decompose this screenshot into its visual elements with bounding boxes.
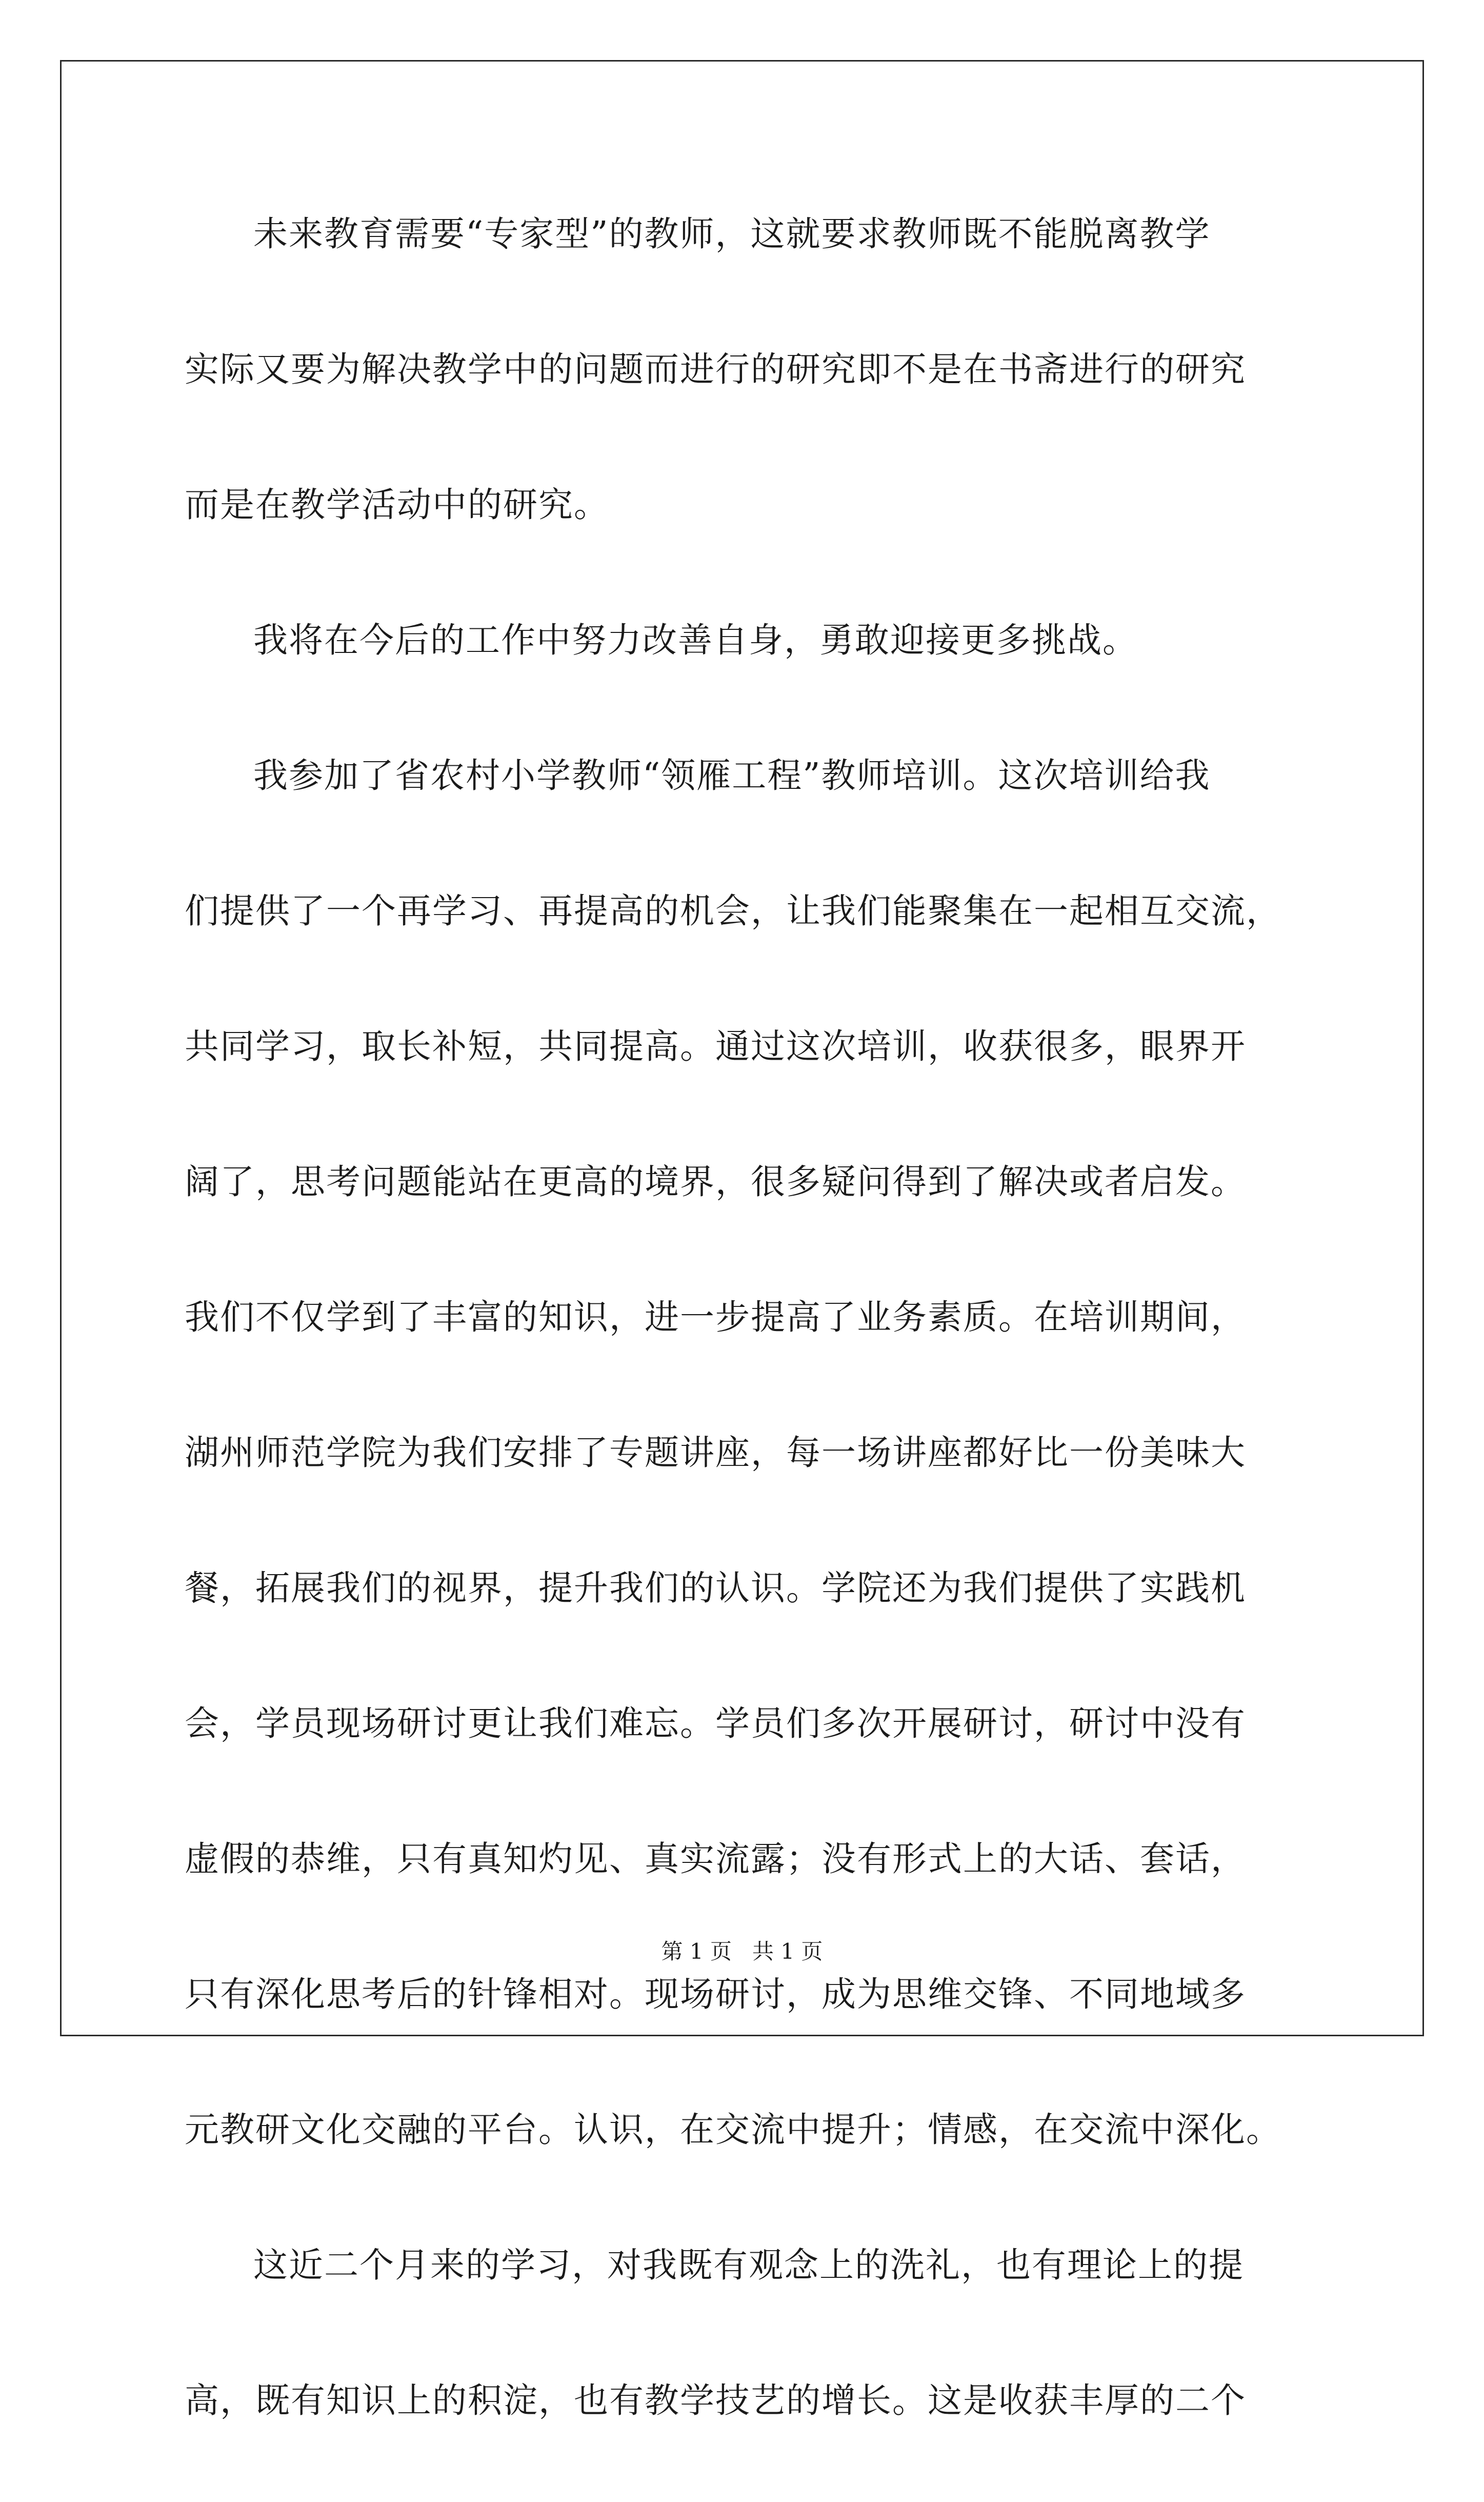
text-line: 我们不仅学到了丰富的知识，进一步提高了业务素质。在培训期间， xyxy=(185,1297,1246,1337)
total-pages: 共 1 页 xyxy=(752,1939,823,1964)
text-line: 虚假的恭维，只有真知灼见、真实流露；没有形式上的大话、套话， xyxy=(185,1839,1246,1879)
text-line: 我将在今后的工作中努力改善自身，勇敢迎接更多挑战。 xyxy=(253,620,1138,660)
text-line: 共同学习，取长补短，共同提高。通过这次培训，收获很多，眼界开 xyxy=(185,1026,1246,1066)
text-line: 实际又要为解决教学中的问题而进行的研究即不是在书斋进行的研究 xyxy=(185,349,1246,389)
document-body xyxy=(185,200,1302,2502)
text-line: 这近二个月来的学习，对我既有观念上的洗礼，也有理论上的提 xyxy=(253,2245,1244,2285)
text-line: 而是在教学活动中的研究。 xyxy=(185,485,609,525)
page-footer xyxy=(0,1936,1484,1967)
text-line: 餐，拓展我们的视界，提升我们的认识。学院还为我们提供了实践机 xyxy=(185,1568,1246,1608)
text-line: 未来教育需要“专家型”的教师，这就要求教师既不能脱离教学 xyxy=(253,214,1211,254)
text-line: 会，学员现场研讨更让我们难忘。学员们多次开展研讨，研讨中没有 xyxy=(185,1703,1246,1743)
page-number: 第 1 页 xyxy=(661,1939,732,1964)
text-line: 只有深化思考后的针锋相对。现场研讨，成为思维交锋、不同地域多 xyxy=(185,1974,1246,2014)
text-line: 我参加了省农村小学教师“领雁工程”教师培训。这次培训给我 xyxy=(253,756,1211,796)
text-line: 们提供了一个再学习、再提高的机会，让我们能聚集在一起相互交流， xyxy=(185,891,1281,931)
text-line: 元教研文化交融的平台。认识，在交流中提升；情感，在交流中深化。 xyxy=(185,2110,1281,2150)
text-line: 阔了，思考问题能站在更高的境界，很多疑问得到了解决或者启发。 xyxy=(185,1162,1246,1202)
text-line: 湖州师范学院为我们安排了专题讲座，每一场讲座都好比一份美味大 xyxy=(185,1433,1246,1473)
text-line: 高，既有知识上的积淀，也有教学技艺的增长。这是收获丰厚的二个 xyxy=(185,2380,1246,2420)
